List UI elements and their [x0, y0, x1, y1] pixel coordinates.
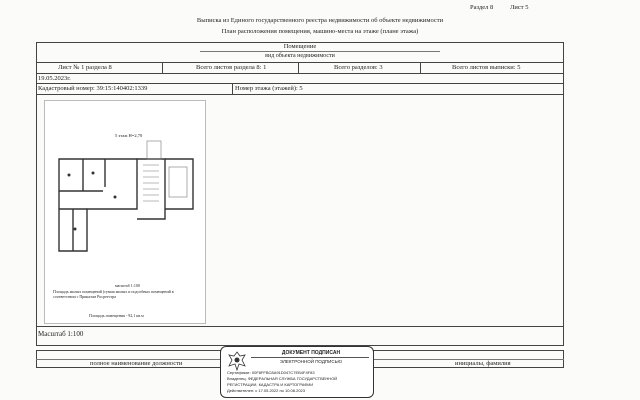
stamp-owner: Владелец: ФЕДЕРАЛЬНАЯ СЛУЖБА ГОСУДАРСТВЕННОЙ [227, 376, 338, 381]
object-type-caption: вид объекта недвижимости [265, 53, 335, 59]
document-subtitle: План расположения помещения, машино-места на этаже (плане этажа) [221, 28, 419, 35]
floor-number: Номер этажа (этажей): 5 [235, 85, 303, 92]
position-label: полное наименование должности [90, 360, 183, 367]
scale-label: Масштаб 1:100 [38, 330, 84, 338]
stamp-title: ДОКУМЕНТ ПОДПИСАН [281, 350, 341, 356]
stamp-subtitle: ЭЛЕКТРОННОЙ ПОДПИСЬЮ [279, 359, 343, 364]
sheets-in-section: Всего листов раздела 8: 1 [196, 64, 267, 71]
floor-caption: 5 этаж Н=2,70 [115, 133, 143, 138]
sheet-number: Лист № 1 раздела 8 [58, 64, 112, 71]
cadastral-number: Кадастровый номер: 39:15:140402:1339 [38, 85, 148, 92]
stamp-validity: Действителен: с 17.05.2022 по 10.08.2023 [227, 388, 305, 393]
document-title: Выписка из Единого государственного реестра недвижимости об объекте недвижимости [196, 17, 444, 24]
section-label: Раздел 8 [470, 4, 494, 11]
e-signature-stamp [220, 346, 374, 398]
initials-label: инициалы, фамилия [455, 360, 511, 367]
sheet-label: Лист 5 [510, 4, 529, 11]
object-type: Помещение [283, 43, 317, 50]
stamp-owner-2: РЕГИСТРАЦИИ, КАДАСТРА И КАРТОГРАФИИ [227, 382, 314, 387]
sections-total: Всего разделов: 3 [334, 64, 383, 71]
floor-plan-image [44, 100, 206, 324]
plan-scale-note: масштаб 1:100 [115, 283, 140, 288]
stamp-certificate: Сертификат: 00F8FFBC8A91D047C7EB4F4F83 [227, 370, 315, 375]
emblem-icon [227, 350, 247, 372]
sheets-total: Всего листов выписки: 5 [452, 64, 521, 71]
area-legal-note: Площадь жилых помещений (сумма жилых и подсобных помещений в соответствии с Приказом Росреестра [53, 289, 174, 299]
area-note: Площадь помещения - 92,1 кв.м [89, 313, 144, 318]
extract-date: 19.05.2023г. [38, 75, 71, 82]
